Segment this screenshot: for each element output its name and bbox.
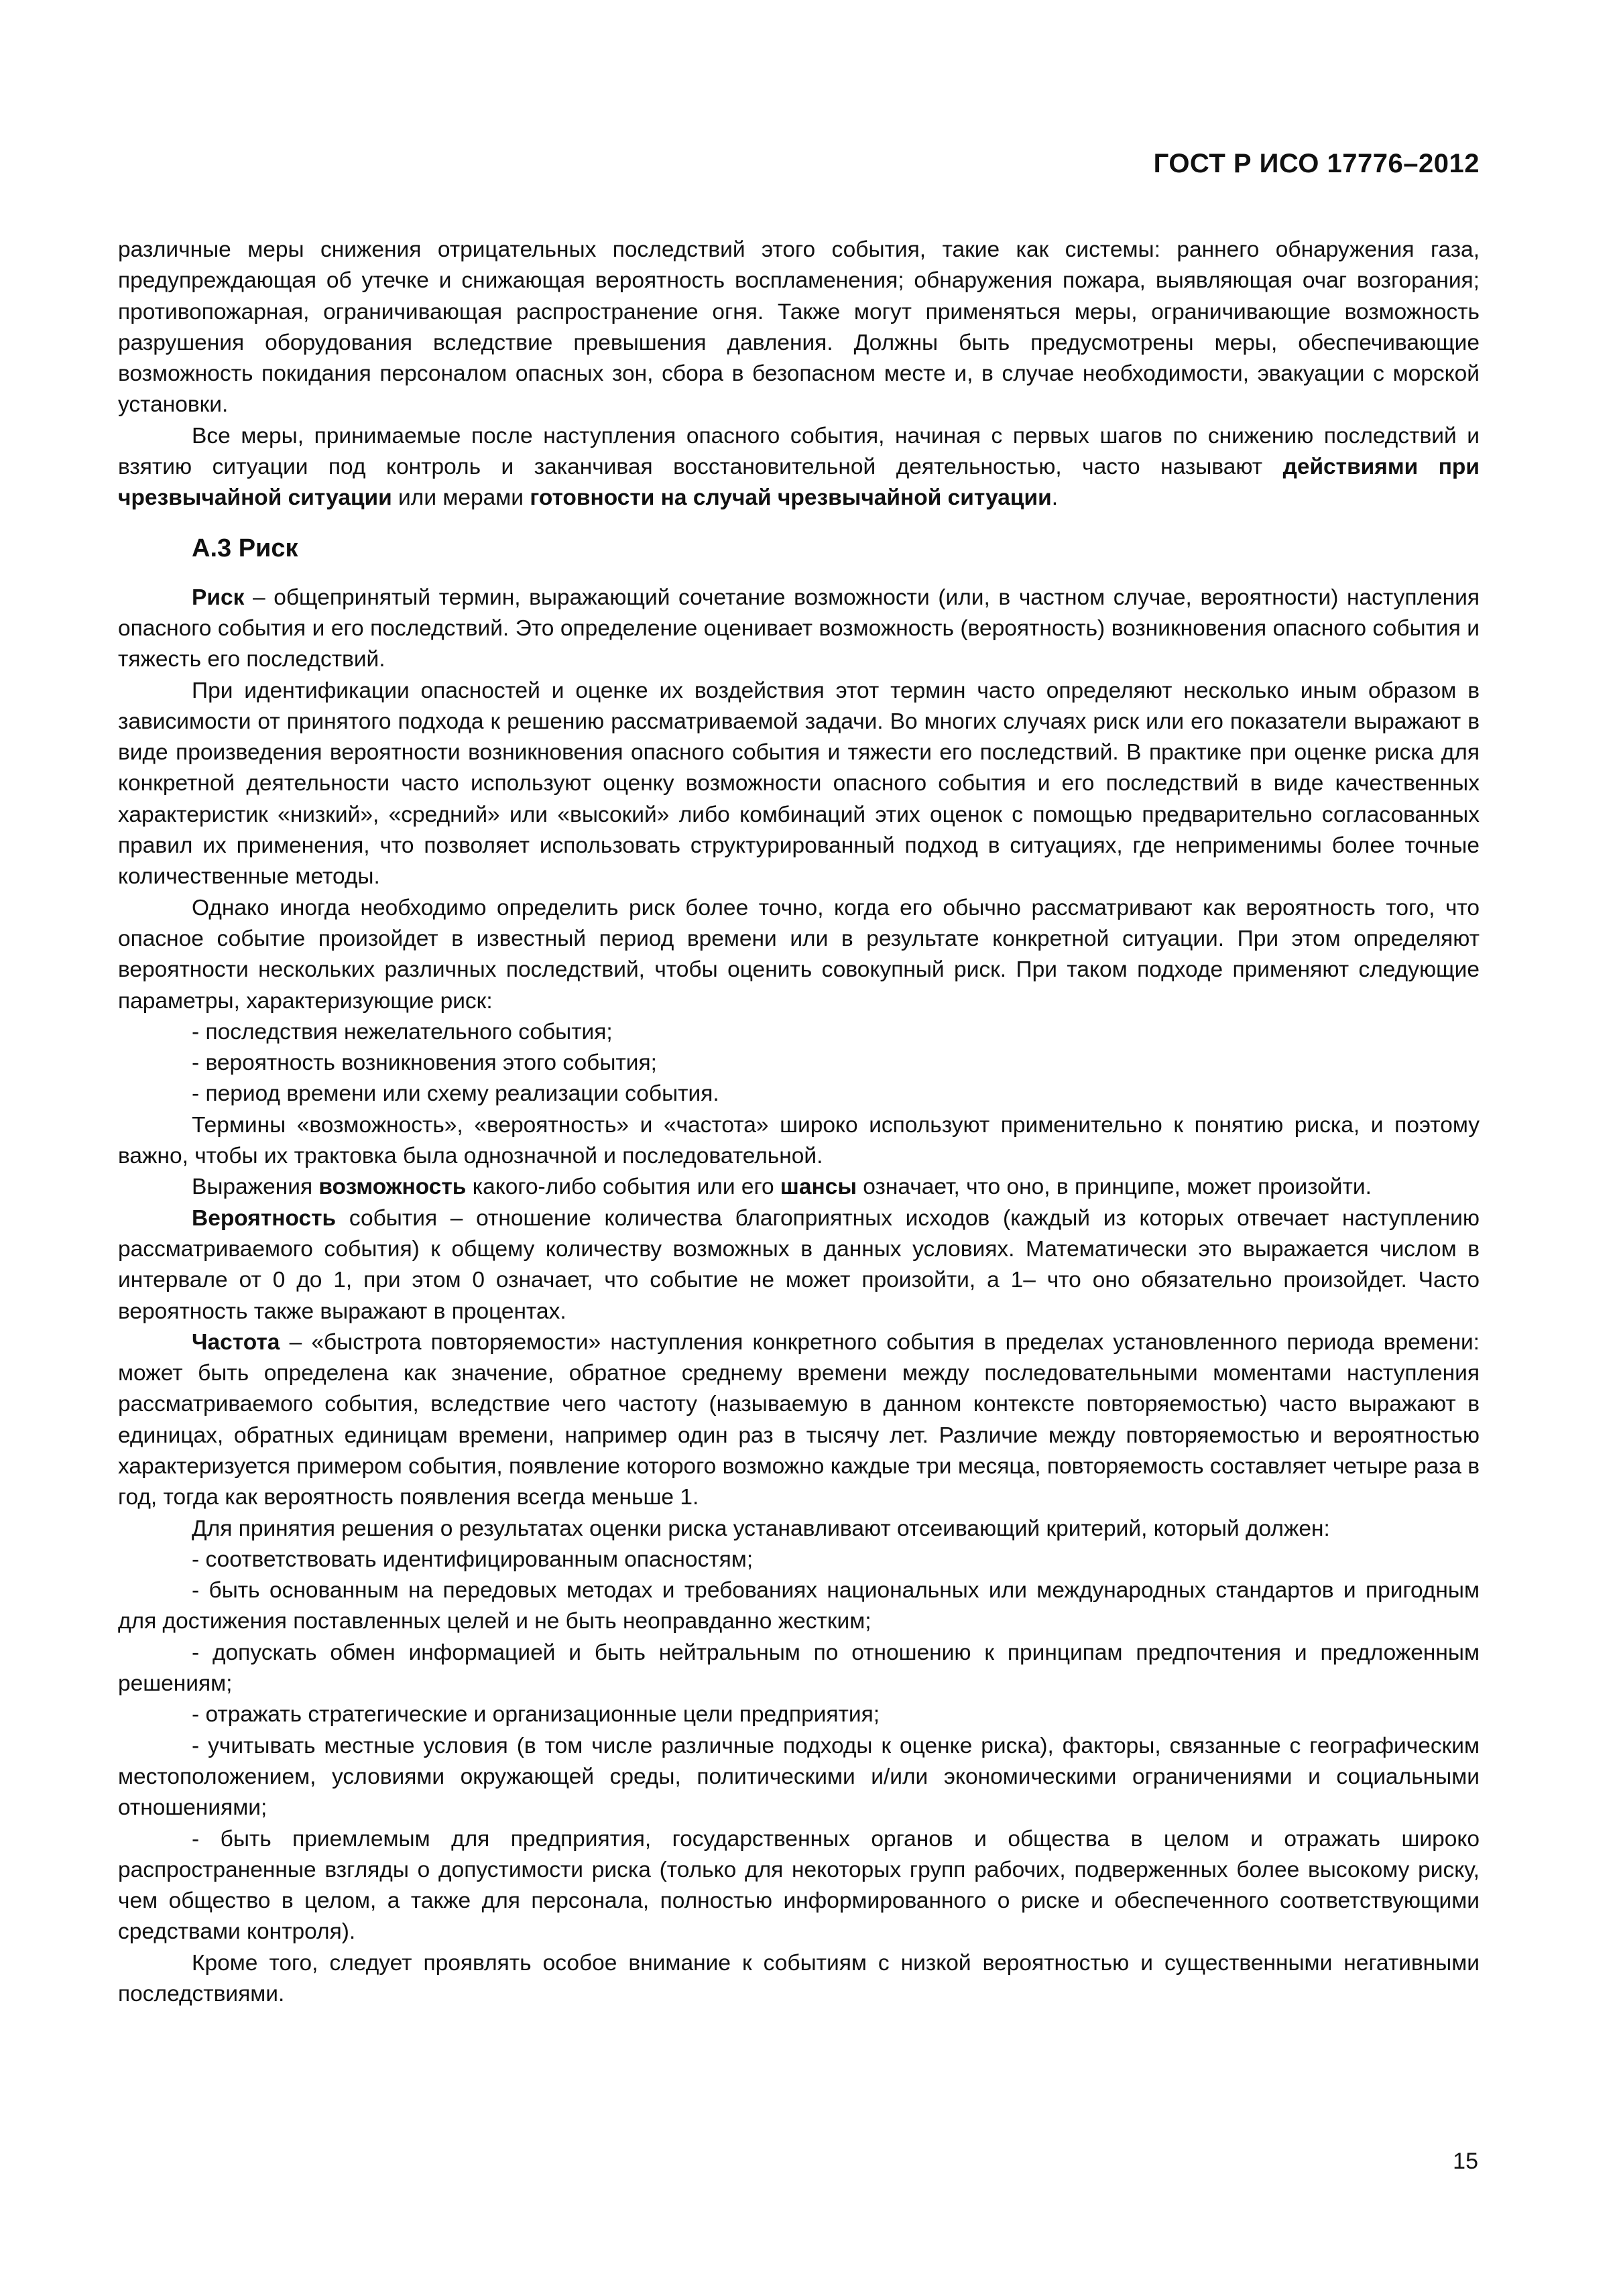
paragraph — [118, 421, 1480, 514]
list-item: - вероятность возникновения этого события; — [192, 1050, 657, 1076]
list-item: - допускать обмен информацией и быть нейтральным по отношению к принципам предпочтения и предложенным решениям; — [118, 1640, 1480, 1697]
paragraph: Кроме того, следует проявлять особое внимание к событиям с низкой вероятностью и существенными негативными последствиями. — [118, 1950, 1480, 2007]
text-run: какого-либо события или его — [466, 1174, 780, 1200]
bold-term: готовности на случай чрезвычайной ситуации — [530, 485, 1052, 511]
paragraph: Термины «возможность», «вероятность» и «частота» широко используют применительно к понятию риска, и поэтому важно, чтобы их трактовка была однозначной и последовательной. — [118, 1112, 1480, 1169]
list-item: - последствия нежелательного события; — [192, 1019, 613, 1044]
bold-term: возможность — [318, 1174, 467, 1200]
text-run: – общепринятый термин, выражающий сочетание возможности (или, в частном случае, вероятности) наступления опасного события и его последствий. Это определение оценивает возможность (вероятность) возникновения опасного события и тяжесть его последствий. — [118, 585, 1480, 672]
bold-term: шансы — [780, 1174, 857, 1200]
list-item: - учитывать местные условия (в том числе различные подходы к оценке риска), факторы, связанные с географическим местоположением, условиями окружающей среды, политическими и/или экономическими ограничениями и социальными отношениями; — [118, 1733, 1480, 1821]
list-item: - отражать стратегические и организационные цели предприятия; — [192, 1702, 880, 1728]
paragraph: Для принятия решения о результатах оценки риска устанавливают отсеивающий критерий, который должен: — [192, 1516, 1330, 1541]
document-code-header: ГОСТ Р ИСО 17776–2012 — [1153, 149, 1480, 178]
bold-term: Риск — [192, 585, 245, 610]
bold-term: Вероятность — [192, 1205, 337, 1231]
document-body — [118, 235, 1480, 2010]
section-heading: А.3 Риск — [192, 534, 298, 562]
text-run: Все меры, принимаемые после наступления опасного события, начиная с первых шагов по снижению последствий и взятию ситуации под контроль и заканчивая восстановительной деятельностью, часто называют — [118, 423, 1480, 480]
page-number: 15 — [1453, 2149, 1478, 2174]
text-run: события – отношение количества благоприятных исходов (каждый из которых отвечает наступлению рассматриваемого события) к общему количеству возможных в данных условиях. Математически это выражается числом в интервале от 0 до 1, при этом 0 означает, что событие не может произойти, а 1– что оно обязательно произойдет. Часто вероятность также выражают в процентах. — [118, 1205, 1480, 1324]
paragraph: При идентификации опасностей и оценке их воздействия этот термин часто определяют несколько иным образом в зависимости от принятого подхода к решению рассматриваемой задачи. Во многих случаях риск или его показатели выражают в виде произведения вероятности возникновения опасного события и тяжести его последствий. В практике при оценке риска для конкретной деятельности часто используют оценку возможности опасного события и его последствий в виде качественных характеристик «низкий», «средний» или «высокий» либо комбинаций этих оценок с помощью предварительно согласованных правил их применения, что позволяет использовать структурированный подход в ситуациях, где неприменимы более точные количественные методы. — [118, 678, 1480, 890]
paragraph — [118, 1327, 1480, 1514]
text-run: – «быстрота повторяемости» наступления конкретного события в пределах установленного периода времени: может быть определена как значение, обратное среднему времени между последовательными моментами наступления рассматриваемого события, вследствие чего частоту (называемую в данном контексте повторяемостью) часто выражают в единицах, обратных единицам времени, например один раз в тысячу лет. Различие между повторяемостью и вероятностью характеризуется примером события, появление которого возможно каждые три месяца, повторяемость составляет четыре раза в год, тогда как вероятность появления всегда меньше 1. — [118, 1329, 1480, 1510]
text-run: означает, что оно, в принципе, может произойти. — [856, 1174, 1372, 1200]
bold-term: Частота — [192, 1329, 280, 1355]
text-run: или мерами — [392, 485, 530, 511]
list-item: - период времени или схему реализации события. — [192, 1081, 719, 1107]
text-run: Выражения — [192, 1174, 319, 1200]
list-item: - быть приемлемым для предприятия, государственных органов и общества в целом и отражать широко распространенные взгляды о допустимости риска (только для некоторых групп рабочих, подверженных более высокому риску, чем общество в целом, а также для персонала, полностью информированного о риске и обеспеченного соответствующими средствами контроля). — [118, 1826, 1480, 1945]
list-item: - быть основанным на передовых методах и требованиях национальных или международных стандартов и пригодным для достижения поставленных целей и не быть неоправданно жестким; — [118, 1578, 1480, 1634]
paragraph — [118, 1203, 1480, 1327]
paragraph: Однако иногда необходимо определить риск более точно, когда его обычно рассматривают как вероятность того, что опасное событие произойдет в известный период времени или в результате конкретной ситуации. При этом определяют вероятности нескольких различных последствий, чтобы оценить совокупный риск. При таком подходе применяют следующие параметры, характеризующие риск: — [118, 895, 1480, 1014]
bold-term: действиями при чрезвычайной ситуации — [118, 455, 1480, 511]
paragraph — [118, 1172, 1480, 1203]
text-run: . — [1051, 485, 1058, 511]
paragraph: различные меры снижения отрицательных последствий этого события, такие как системы: раннего обнаружения газа, предупреждающая об утечке и снижающая вероятность воспламенения; обнаружения пожара, выявляющая очаг возгорания; противопожарная, ограничивающая распространение огня. Также могут применяться меры, ограничивающие возможность разрушения оборудования вследствие превышения давления. Должны быть предусмотрены меры, обеспечивающие возможность покидания персоналом опасных зон, сбора в безопасном месте и, в случае необходимости, эвакуации с морской установки. — [118, 237, 1480, 418]
list-item: - соответствовать идентифицированным опасностям; — [192, 1547, 754, 1572]
paragraph — [118, 583, 1480, 676]
